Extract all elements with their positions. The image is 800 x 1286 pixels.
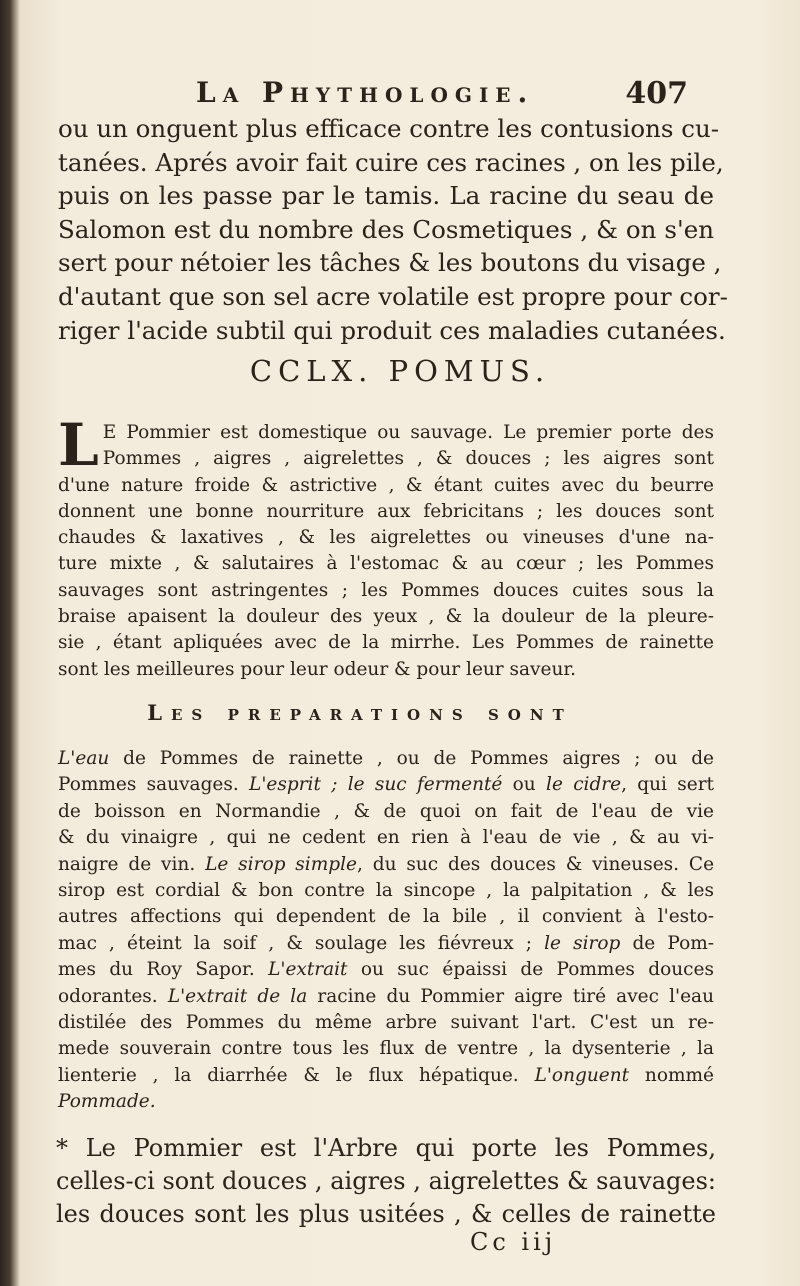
text-line: autres affections qui dependent de la bile , il convient à l'esto- — [58, 906, 714, 928]
text-line: Salomon est du nombre des Cosmetiques , & on s'en — [58, 214, 714, 244]
text-line: ou un onguent plus efficace contre les contusions cu- — [58, 114, 720, 143]
paragraph-preparations — [58, 746, 714, 1116]
text-line: d'une nature froide & astrictive , & étant cuites avec du beurre — [58, 474, 714, 496]
text-line: Pommes sauvages. L'esprit ; le suc fermenté ou le cidre, qui sert — [58, 774, 714, 796]
text-line: sont les meilleures pour leur odeur & pour leur saveur. — [58, 658, 577, 680]
text-line: donnent une bonne nourriture aux febricitans ; les douces sont — [58, 500, 714, 522]
drop-cap: L — [58, 411, 99, 479]
text-line: E Pommier est domestique ou sauvage. Le premier porte des — [102, 422, 714, 443]
text-line: Pommade. — [58, 1091, 156, 1113]
text-line: braise apaisent la douleur des yeux , & la douleur de la pleure- — [58, 606, 714, 628]
text-line: les douces sont les plus usitées , & celles de rainette — [56, 1200, 716, 1228]
text-line: mede souverain contre tous les flux de ventre , la dysenterie , la — [58, 1038, 714, 1060]
paragraph-pomus — [58, 411, 714, 683]
text-line: Pommes , aigres , aigrelettes , & douces ; les aigres sont — [102, 448, 714, 470]
text-line: de boisson en Normandie , & de quoi on fait de l'eau de vie — [58, 800, 714, 822]
text-line: naigre de vin. Le sirop simple, du suc des douces & vineuses. Ce — [58, 853, 715, 875]
text-line: mes du Roy Sapor. L'extrait ou suc épaissi de Pommes douces — [58, 959, 714, 981]
text-line: * Le Pommier est l'Arbre qui porte les Pommes, — [56, 1134, 716, 1162]
running-title: La Phythologie. — [196, 76, 535, 109]
text-line: mac , éteint la soif , & soulage les fiévreux ; le sirop de Pom- — [58, 932, 714, 954]
text-line: L'eau de Pommes de rainette , ou de Pommes aigres ; ou de — [58, 748, 714, 769]
text-line: sie , étant apliquées avec de la mirrhe. Les Pommes de rainette — [58, 632, 714, 654]
text-line: sirop est cordial & bon contre la sincope , la palpitation , & les — [58, 880, 714, 902]
text-line: sauvages sont astringentes ; les Pommes douces cuites sous la — [58, 579, 714, 601]
text-line: sert pour nétoier les tâches & les boutons du visage , — [58, 248, 722, 278]
text-line: distilée des Pommes du même arbre suivant l'art. C'est un re- — [58, 1012, 714, 1034]
text-line: riger l'acide subtil qui produit ces maladies cutanées. — [58, 315, 726, 345]
page-number: 407 — [625, 76, 688, 111]
paragraph-note — [56, 1132, 716, 1231]
paragraph-continuation — [58, 112, 728, 347]
text-line: odorantes. L'extrait de la racine du Pommier aigre tiré avec l'eau — [58, 985, 714, 1007]
text-line: puis on les passe par le tamis. La racine du seau de — [58, 181, 714, 211]
section-title: CCLX. POMUS. — [249, 354, 551, 388]
text-line: chaudes & laxatives , & les aigrelettes ou vineuses d'une na- — [58, 527, 714, 549]
preparations-heading: Les preparations sont — [147, 700, 573, 725]
text-line: celles-ci sont douces , aigres , aigrelettes & sauvages: — [56, 1167, 716, 1195]
text-line: lienterie , la diarrhée & le flux hépatique. L'onguent nommé — [58, 1064, 715, 1086]
text-line: & du vinaigre , qui ne cedent en rien à l'eau de vie , & au vi- — [58, 827, 714, 849]
text-line: tanées. Aprés avoir fait cuire ces racines , on les pile, — [58, 147, 724, 177]
text-line: d'autant que son sel acre volatile est propre pour cor- — [58, 281, 728, 311]
signature-mark: Cc iij — [470, 1228, 557, 1256]
text-line: ture mixte , & salutaires à l'estomac & au cœur ; les Pommes — [58, 553, 714, 575]
